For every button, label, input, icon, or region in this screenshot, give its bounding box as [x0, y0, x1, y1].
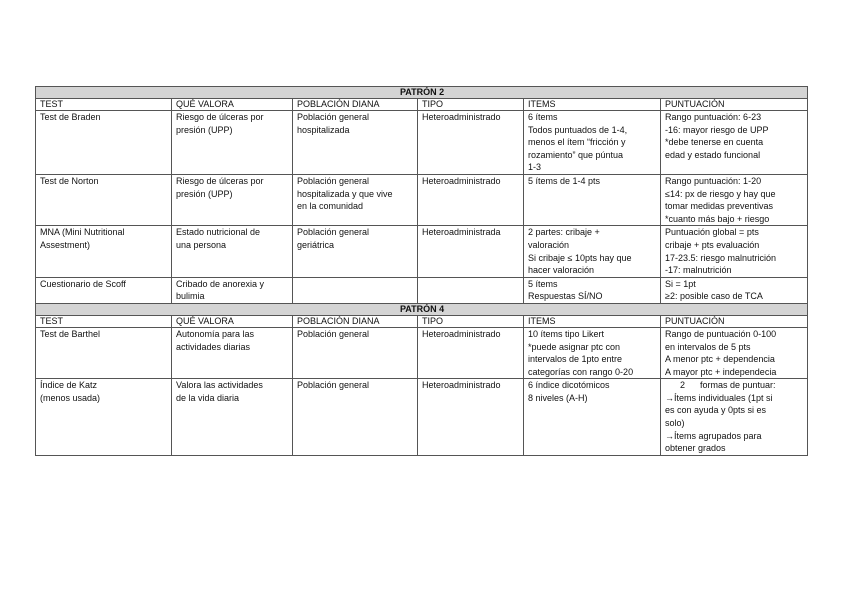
- column-header-poblacion-diana: POBLACIÓN DIANA: [293, 315, 418, 327]
- table-row: [36, 226, 808, 277]
- column-header-puntuacion: PUNTUACIÓN: [661, 315, 808, 327]
- cell-line: 2 formas de puntuar:: [665, 380, 776, 391]
- cell-line: Rango puntuación: 6-23: [665, 112, 762, 122]
- cell-puntuacion: [661, 226, 808, 277]
- cell-line: →Ítems individuales (1pt si: [665, 392, 773, 403]
- cell-line: Riesgo de úlceras por: [176, 112, 264, 122]
- column-header-poblacion-diana: POBLACIÓN DIANA: [293, 99, 418, 111]
- cell-que-valora: [172, 379, 293, 456]
- cell-tipo: [418, 111, 524, 175]
- cell-line: 5 ítems de 1-4 pts: [528, 175, 601, 186]
- cell-line: ≥2: posible caso de TCA: [665, 291, 763, 302]
- cell-que-valora: [172, 174, 293, 225]
- cell-line: A menor ptc + dependencia: [665, 354, 775, 365]
- cell-line: *puede asignar ptc con: [528, 341, 621, 352]
- column-header-que-valora: QUÉ VALORA: [172, 99, 293, 111]
- cell-test: [36, 226, 172, 277]
- cell-line: →Ítems agrupados para: [665, 430, 762, 441]
- cell-line: Población general: [297, 328, 370, 339]
- cell-poblacion-diana: [293, 379, 418, 456]
- cell-line: Si cribaje ≤ 10pts hay que: [528, 252, 632, 263]
- cell-line: 1-3: [528, 162, 542, 173]
- cell-line: hospitalizada y que vive: [297, 188, 393, 199]
- cell-line: menos el ítem “fricción y: [528, 137, 626, 148]
- cell-line: Valora las actividades: [176, 380, 263, 391]
- cell-line: en la comunidad: [297, 201, 364, 212]
- cell-que-valora: [172, 226, 293, 277]
- cell-line: 5 ítems: [528, 278, 558, 289]
- cell-line: Test de Norton: [40, 175, 99, 186]
- assessment-table: [35, 86, 808, 456]
- column-header-tipo: TIPO: [418, 99, 524, 111]
- cell-line: Todos puntuados de 1-4,: [528, 124, 628, 135]
- cell-line: Población general: [297, 112, 370, 122]
- table-row: [36, 277, 808, 303]
- cell-tipo: [418, 327, 524, 378]
- cell-line: Si = 1pt: [665, 278, 696, 289]
- cell-line: 6 índice dicotómicos: [528, 380, 610, 391]
- cell-puntuacion: [661, 111, 808, 175]
- cell-line: Estado nutricional de: [176, 227, 261, 238]
- cell-line: 6 ítems: [528, 112, 558, 122]
- cell-puntuacion: [661, 327, 808, 378]
- cell-puntuacion: [661, 379, 808, 456]
- cell-line: Población general: [297, 175, 370, 186]
- cell-puntuacion: [661, 277, 808, 303]
- cell-poblacion-diana: [293, 111, 418, 175]
- cell-puntuacion: [661, 174, 808, 225]
- section-title-row: [36, 303, 808, 315]
- section-title-row: [36, 87, 808, 99]
- cell-line: categorías con rango 0-20: [528, 366, 634, 377]
- cell-tipo: [418, 174, 524, 225]
- cell-line: *cuanto más bajo + riesgo: [665, 213, 770, 224]
- cell-test: [36, 174, 172, 225]
- cell-items: [524, 277, 661, 303]
- cell-line: hospitalizada: [297, 124, 350, 135]
- column-header-items: ITEMS: [524, 99, 661, 111]
- cell-test: [36, 327, 172, 378]
- column-header-tipo: TIPO: [418, 315, 524, 327]
- cell-line: tomar medidas preventivas: [665, 201, 774, 212]
- cell-line: una persona: [176, 239, 227, 250]
- cell-poblacion-diana: [293, 277, 418, 303]
- column-header-que-valora: QUÉ VALORA: [172, 315, 293, 327]
- column-header-items: ITEMS: [524, 315, 661, 327]
- cell-tipo: [418, 277, 524, 303]
- cell-line: valoración: [528, 239, 570, 250]
- cell-line: MNA (Mini Nutritional: [40, 227, 125, 238]
- cell-line: bulimia: [176, 291, 205, 302]
- cell-line: -16: mayor riesgo de UPP: [665, 124, 769, 135]
- cell-poblacion-diana: [293, 174, 418, 225]
- cell-items: [524, 111, 661, 175]
- cell-test: [36, 111, 172, 175]
- cell-line: hacer valoración: [528, 265, 595, 276]
- section-title: PATRÓN 4: [36, 303, 808, 315]
- cell-items: [524, 226, 661, 277]
- cell-line: (menos usada): [40, 392, 101, 403]
- cell-line: cribaje + pts evaluación: [665, 239, 760, 250]
- cell-line: Heteroadministrado: [422, 112, 501, 122]
- cell-line: -17: malnutrición: [665, 265, 732, 276]
- table-row: [36, 379, 808, 456]
- cell-poblacion-diana: [293, 327, 418, 378]
- section-title: PATRÓN 2: [36, 87, 808, 99]
- cell-tipo: [418, 379, 524, 456]
- cell-line: de la vida diaria: [176, 392, 240, 403]
- header-row: [36, 99, 808, 111]
- header-row: [36, 315, 808, 327]
- cell-line: Puntuación global = pts: [665, 227, 759, 238]
- cell-line: Heteroadministrado: [422, 380, 501, 391]
- cell-line: Test de Barthel: [40, 328, 101, 339]
- column-header-test: TEST: [36, 315, 172, 327]
- cell-poblacion-diana: [293, 226, 418, 277]
- cell-line: *debe tenerse en cuenta: [665, 137, 764, 148]
- cell-line: Autonomía para las: [176, 328, 255, 339]
- cell-line: Índice de Katz: [40, 380, 98, 391]
- table-row: [36, 327, 808, 378]
- table-row: [36, 111, 808, 175]
- cell-line: Assestment): [40, 239, 91, 250]
- cell-line: en intervalos de 5 pts: [665, 341, 751, 352]
- cell-line: Heteroadministrada: [422, 227, 501, 238]
- cell-que-valora: [172, 327, 293, 378]
- cell-line: 17-23.5: riesgo malnutrición: [665, 252, 777, 263]
- cell-line: edad y estado funcional: [665, 149, 761, 160]
- cell-test: [36, 379, 172, 456]
- cell-line: Heteroadministrado: [422, 328, 501, 339]
- cell-line: 8 niveles (A-H): [528, 392, 588, 403]
- cell-line: presión (UPP): [176, 188, 233, 199]
- cell-line: intervalos de 1pto entre: [528, 354, 623, 365]
- cell-line: 2 partes: cribaje +: [528, 227, 600, 238]
- cell-line: Heteroadministrado: [422, 175, 501, 186]
- cell-line: Cuestionario de Scoff: [40, 278, 126, 289]
- cell-que-valora: [172, 111, 293, 175]
- column-header-puntuacion: PUNTUACIÓN: [661, 99, 808, 111]
- cell-line: Cribado de anorexia y: [176, 278, 265, 289]
- cell-line: Riesgo de úlceras por: [176, 175, 264, 186]
- table-row: [36, 174, 808, 225]
- cell-line: solo): [665, 418, 685, 429]
- cell-line: es con ayuda y 0pts si es: [665, 405, 767, 416]
- cell-line: Respuestas SÍ/NO: [528, 291, 603, 302]
- cell-que-valora: [172, 277, 293, 303]
- cell-line: A mayor ptc + independecia: [665, 366, 777, 377]
- cell-line: rozamiento” que púntua: [528, 149, 624, 160]
- cell-items: [524, 327, 661, 378]
- cell-line: obtener grados: [665, 443, 726, 454]
- cell-test: [36, 277, 172, 303]
- cell-line: Test de Braden: [40, 112, 101, 122]
- column-header-test: TEST: [36, 99, 172, 111]
- cell-line: actividades diarias: [176, 341, 251, 352]
- cell-line: presión (UPP): [176, 124, 233, 135]
- cell-line: 10 ítems tipo Likert: [528, 328, 605, 339]
- cell-line: Rango de puntuación 0-100: [665, 328, 777, 339]
- cell-items: [524, 379, 661, 456]
- cell-items: [524, 174, 661, 225]
- cell-line: Población general: [297, 227, 370, 238]
- cell-line: ≤14: px de riesgo y hay que: [665, 188, 776, 199]
- cell-line: geriátrica: [297, 239, 335, 250]
- cell-line: Población general: [297, 380, 370, 391]
- cell-tipo: [418, 226, 524, 277]
- cell-line: Rango puntuación: 1-20: [665, 175, 762, 186]
